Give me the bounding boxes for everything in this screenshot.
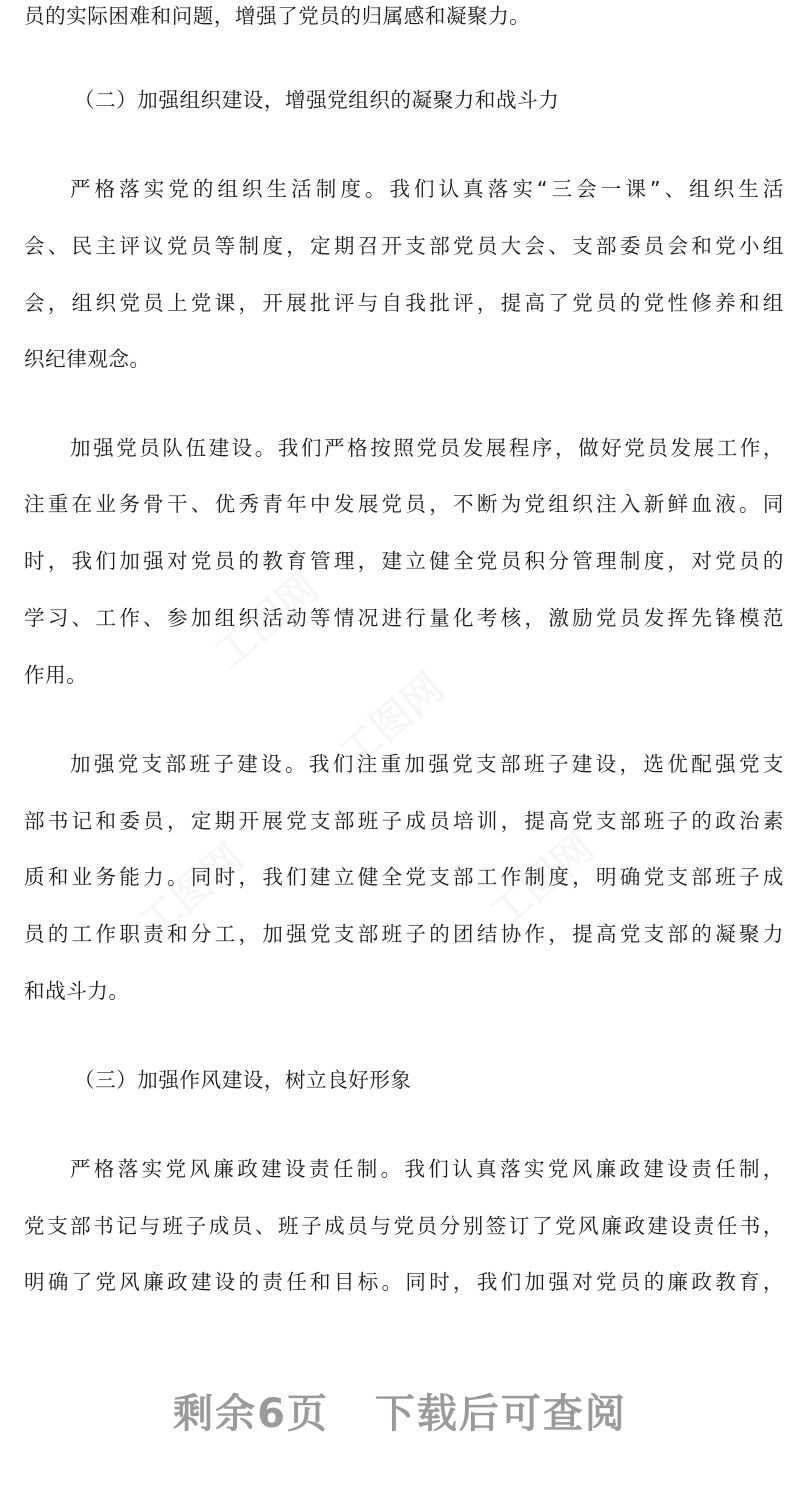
body-text-line: 加强党支部班子建设。我们注重加强党支部班子建设，选优配强党支: [70, 752, 784, 776]
body-text-line: 作用。: [24, 663, 88, 687]
download-prompt-banner[interactable]: [0, 1388, 800, 1440]
body-text-line: 织纪律观念。: [24, 347, 151, 371]
body-text-line: 明确了党风廉政建设的责任和目标。同时，我们加强对党员的廉政教育，: [24, 1270, 784, 1294]
body-text-line: 员的实际困难和问题，增强了党员的归属感和凝聚力。: [24, 4, 531, 28]
body-text-line: 员的工作职责和分工，加强党支部班子的团结协作，提高党支部的凝聚力: [24, 922, 784, 946]
section-heading: （三）加强作风建设，树立良好形象: [74, 1068, 412, 1092]
body-text-line: 严格落实党风廉政建设责任制。我们认真落实党风廉政建设责任制，: [70, 1157, 784, 1181]
section-heading: （二）加强组织建设，增强党组织的凝聚力和战斗力: [74, 88, 560, 112]
body-text-line: 时，我们加强对党员的教育管理，建立健全党员积分管理制度，对党员的: [24, 549, 784, 573]
body-text-line: 党支部书记与班子成员、班子成员与党员分别签订了党风廉政建设责任书，: [24, 1214, 784, 1238]
remaining-pages-label: 剩余6页: [173, 1391, 329, 1437]
body-text-line: 学习、工作、参加组织活动等情况进行量化考核，激励党员发挥先锋模范: [24, 606, 784, 630]
download-prompt-label: 下载后可查阅: [374, 1391, 627, 1437]
body-text-line: 部书记和委员，定期开展党支部班子成员培训，提高党支部班子的政治素: [24, 809, 784, 833]
watermark-stamp: 工图网: [131, 834, 253, 948]
watermark-stamp: 工图网: [331, 664, 453, 778]
body-text-line: 严格落实党的组织生活制度。我们认真落实“三会一课”、组织生活: [70, 177, 784, 201]
watermark-stamp: 工图网: [481, 824, 603, 938]
watermark-stamp: 工图网: [206, 564, 328, 678]
body-text-line: 注重在业务骨干、优秀青年中发展党员，不断为党组织注入新鲜血液。同: [24, 492, 784, 516]
body-text-line: 会、民主评议党员等制度，定期召开支部党员大会、支部委员会和党小组: [24, 234, 784, 258]
body-text-line: 和战斗力。: [24, 979, 130, 1003]
body-text-line: 质和业务能力。同时，我们建立健全党支部工作制度，明确党支部班子成: [24, 865, 784, 889]
body-text-line: 加强党员队伍建设。我们严格按照党员发展程序，做好党员发展工作，: [70, 436, 784, 460]
body-text-line: 会，组织党员上党课，开展批评与自我批评，提高了党员的党性修养和组: [24, 291, 784, 315]
